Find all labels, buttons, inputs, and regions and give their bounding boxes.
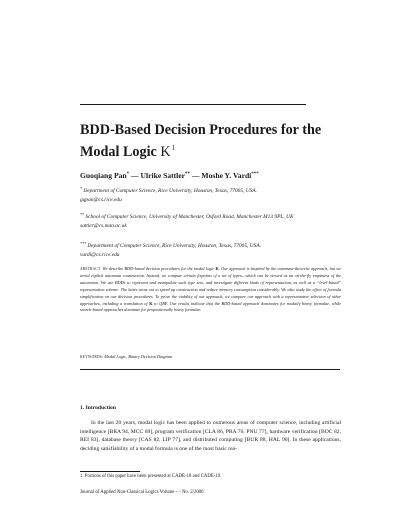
author-mark: **	[185, 172, 191, 177]
author-name: Ulrike Sattler	[140, 171, 186, 180]
author-mark: ***	[251, 172, 259, 177]
title-logic-symbol: K	[160, 144, 171, 160]
intro-paragraph: In the last 20 years, modal logic has been applied to numerous areas of computer science, including artificial intelligence [BRA 94, MCC 69], program verification [CLA 86, PRA 76, PNU 77], hardware verification [BOC 82, REI 83], database theory [CAS 82, LIP 77], and distributed computing [BUR 88, HAL 90]. In these applications, deciding satisfiability of a modal formula is one of the most basic rea-	[80, 420, 341, 452]
paper-title	[80, 121, 340, 161]
footnote-rule	[80, 471, 140, 472]
journal-citation: Journal of Applied Non-Classical Logics.Volume - – No. 2/2006	[80, 490, 204, 495]
abstract-text: We describe BDD-based decision procedures for the modal logic	[102, 266, 215, 271]
section-heading: 1. Introduction	[80, 405, 116, 411]
abstract-logic-symbol: K	[215, 266, 219, 271]
affiliation-mark: **	[80, 212, 84, 217]
author-email: sattler@cs.man.ac.uk	[80, 223, 127, 230]
keywords-label: KEYWORDS:	[80, 355, 104, 359]
abstract-label: ABSTRACT.	[80, 267, 102, 271]
author-separator: —	[129, 171, 141, 180]
title-rule	[80, 104, 306, 105]
footnote: 1. Portions of this paper have been presented at CADE-18 and CADE-19.	[80, 474, 222, 479]
affiliation-text: School of Computer Science, University of Manchester, Oxford Road, Manchester M13 9PL, UK	[85, 214, 294, 220]
author-name: Guoqiang Pan	[80, 171, 127, 180]
affiliation	[80, 239, 340, 260]
author-list	[80, 171, 340, 180]
title-text: BDD-Based Decision Procedures for the Modal Logic	[80, 122, 322, 160]
author-separator: —	[190, 171, 202, 180]
abstract-text: to QBF. Our results indicate that the BDD-based approach dominates for modally heavy formulae, while search-based approaches dominate for propositionally heavy formulae.	[80, 300, 341, 313]
abstract	[80, 266, 341, 314]
affiliation-text: Department of Computer Science, Rice University, Houston, Texas, 77005, USA.	[87, 243, 261, 249]
author-email: gqpan@cs.rice.edu	[80, 197, 122, 204]
abstract-text: . Our approach is inspired by the automata-theoretic approach, but we avoid explicit automata construction. Instead, we compute certain fixpoints of a set of types—which can be viewed as an on-the-fly emptiness of the automaton. We use BDDs to represent and manipulate such type sets, and investigate different kinds of representations as well as a “level-based” representation scheme. The latter turns out to speed up construction and reduce memory consumption considerably. We also study the effect of formula simplification on our decision procedures. To prove the viability of our approach, we compare our approach with a representative selection of other approaches, including a translation of	[80, 266, 342, 306]
affiliation	[80, 210, 340, 231]
author-email: vardi@cs.rice.edu	[80, 252, 120, 259]
affiliation	[80, 184, 340, 205]
keywords-text: Modal Logic, Binary Decision Diagram	[104, 354, 173, 359]
author-name: Moshe Y. Vardi	[201, 171, 252, 180]
title-footnote-mark: 1	[171, 144, 176, 152]
affiliation-text: Department of Computer Science, Rice University, Houston, Texas, 77005, USA.	[83, 188, 257, 194]
keywords	[80, 354, 340, 361]
affiliation-mark: ***	[80, 241, 86, 246]
affiliation-mark: *	[80, 186, 82, 191]
author-mark: *	[126, 172, 130, 177]
abstract-logic-symbol: K	[149, 300, 153, 306]
abstract-rule	[80, 369, 340, 370]
